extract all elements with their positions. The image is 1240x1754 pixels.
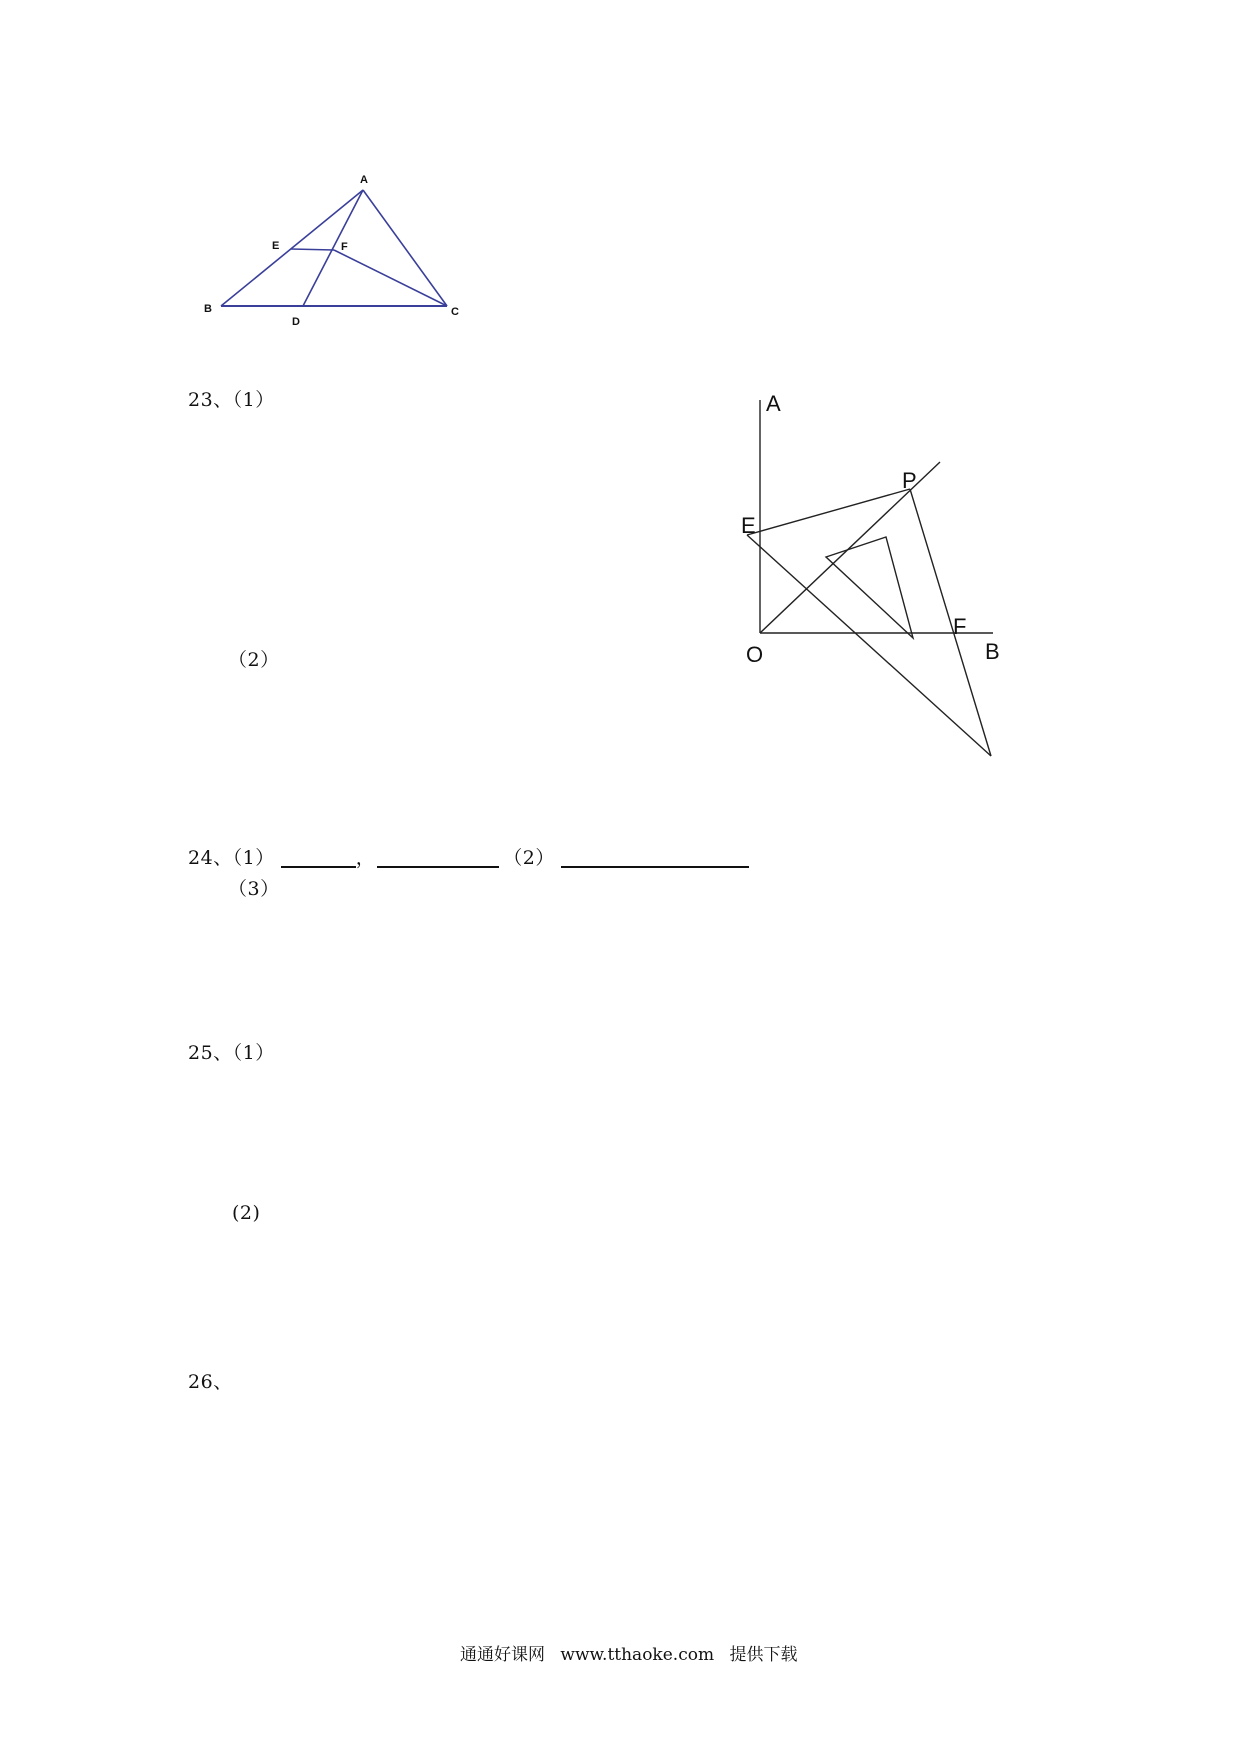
q26-label: 26、 [188, 1371, 233, 1393]
q24-part1-label: 24、（1） [188, 847, 275, 869]
segment-e-bottom [747, 535, 991, 756]
footer-tail: 提供下载 [729, 1645, 798, 1665]
label-c: C [451, 306, 459, 318]
label-a: A [360, 174, 368, 186]
segment-ad [303, 190, 363, 306]
label-p: P [902, 468, 917, 493]
triangle-figure-1 [190, 160, 480, 335]
segment-fc [334, 250, 447, 306]
comma: ， [355, 847, 376, 869]
label-d: D [292, 316, 300, 328]
q24-part3-label: （3） [228, 878, 280, 900]
label-f: F [341, 241, 348, 253]
segment-ep [747, 489, 910, 535]
label-b: B [985, 639, 1000, 664]
answer-blank-3[interactable] [561, 848, 749, 868]
q25-part2-label: (2) [232, 1202, 261, 1224]
answer-blank-2[interactable] [377, 848, 499, 868]
footer-url[interactable]: www.tthaoke.com [560, 1645, 715, 1665]
segment-ac [363, 190, 447, 306]
q23-part1-label: 23、（1） [188, 389, 275, 411]
label-b: B [204, 303, 212, 315]
footer-site-name: 通通好课网 [460, 1645, 545, 1665]
answer-blank-1[interactable] [281, 848, 356, 868]
label-e: E [741, 513, 756, 538]
label-o: O [746, 642, 764, 667]
label-f: F [953, 614, 967, 639]
footer [460, 1640, 797, 1665]
angle-figure-2 [730, 385, 1020, 765]
label-e: E [272, 240, 280, 252]
inner-triangle [826, 537, 913, 638]
segment-p-bottom [910, 489, 991, 756]
label-a: A [766, 391, 781, 416]
segment-ef [291, 249, 334, 250]
q24-part2-label: （2） [503, 847, 555, 869]
q25-part1-label: 25、（1） [188, 1042, 275, 1064]
q24-line1 [188, 843, 749, 870]
q23-part2-label: （2） [228, 649, 280, 671]
